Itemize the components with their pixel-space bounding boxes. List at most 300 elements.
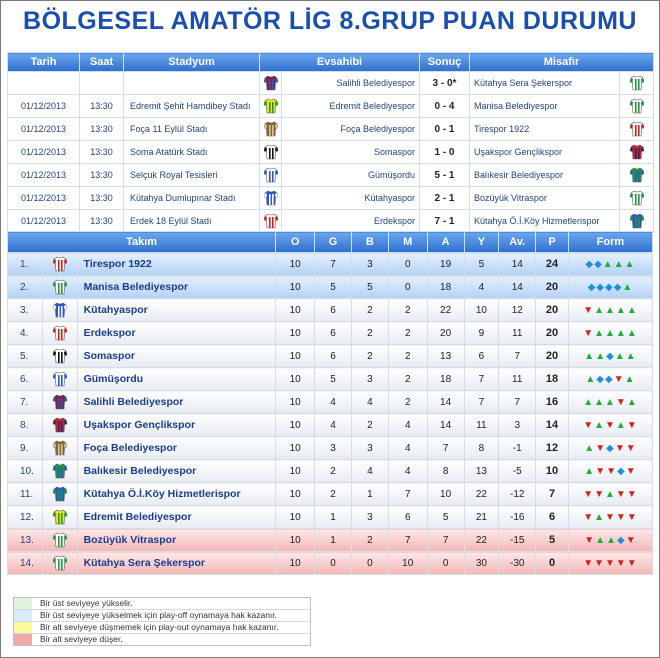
form-draw-icon: ◆ (594, 258, 603, 270)
points: 10 (536, 460, 569, 483)
form-loss-icon: ▼ (613, 373, 625, 385)
form-loss-icon: ▼ (595, 442, 607, 454)
team-kit-icon (630, 75, 644, 91)
team-kit-icon (53, 440, 67, 456)
fixture-date: 01/12/2013 (8, 164, 80, 187)
played: 10 (276, 253, 315, 276)
form-draw-icon: ◆ (587, 281, 597, 293)
team-name[interactable]: Salihli Belediyespor (77, 391, 276, 414)
team-name[interactable]: Uşakspor Gençlikspor (77, 414, 276, 437)
header-team: Takım (8, 232, 276, 253)
fixture-home-team[interactable]: Foça Belediyespor (282, 118, 420, 141)
form-loss-icon: ▼ (583, 304, 595, 316)
home-kit-cell (260, 210, 282, 233)
form-loss-icon: ▼ (605, 557, 616, 569)
goals-against: 11 (464, 414, 499, 437)
points: 20 (536, 322, 569, 345)
form-loss-icon: ▼ (626, 419, 638, 431)
points: 20 (536, 276, 569, 299)
fixture-date: 01/12/2013 (8, 187, 80, 210)
team-kit-icon (53, 325, 67, 341)
won: 6 (315, 299, 352, 322)
team-kit-cell (42, 460, 77, 483)
form-win-icon: ▲ (583, 396, 595, 408)
fixture-home-team[interactable]: Erdekspor (282, 210, 420, 233)
form-loss-icon: ▼ (626, 488, 638, 500)
form-loss-icon: ▼ (626, 557, 638, 569)
team-kit-icon (53, 302, 67, 318)
team-kit-cell (42, 437, 77, 460)
team-rank: 2. (8, 276, 43, 299)
legend (13, 597, 311, 646)
away-kit-cell (620, 210, 654, 233)
form-draw-icon: ◆ (605, 281, 614, 293)
form-win-icon: ▲ (605, 488, 616, 500)
team-kit-icon (630, 144, 644, 160)
goals-for: 14 (427, 391, 464, 414)
won: 6 (315, 322, 352, 345)
goals-for: 19 (427, 253, 464, 276)
form-draw-icon: ◆ (606, 350, 615, 362)
team-kit-icon (53, 532, 67, 548)
fixture-away-team[interactable]: Tirespor 1922 (470, 118, 620, 141)
played: 10 (276, 414, 315, 437)
header-goal-diff: Av. (499, 232, 536, 253)
goals-for: 7 (427, 529, 464, 552)
played: 10 (276, 322, 315, 345)
form-win-icon: ▲ (605, 304, 616, 316)
fixture-time: 13:30 (80, 187, 124, 210)
played: 10 (276, 391, 315, 414)
fixture-home-team[interactable]: Somaspor (282, 141, 420, 164)
team-kit-icon (264, 98, 278, 114)
form-loss-icon: ▼ (595, 465, 607, 477)
team-name[interactable]: Kütahya Ö.İ.Köy Hizmetlerispor (77, 483, 276, 506)
team-kit-icon (53, 417, 67, 433)
form-cell (568, 506, 652, 529)
form-win-icon: ▲ (625, 350, 637, 362)
team-name[interactable]: Tirespor 1922 (77, 253, 276, 276)
form-loss-icon: ▼ (614, 442, 626, 454)
standings-row (8, 322, 653, 345)
form-cell (568, 483, 652, 506)
form-win-icon: ▲ (622, 281, 634, 293)
team-name[interactable]: Gümüşordu (77, 368, 276, 391)
form-cell (568, 391, 652, 414)
won: 2 (315, 483, 352, 506)
goal-diff: -15 (499, 529, 536, 552)
header-lost: M (388, 232, 427, 253)
fixture-away-team[interactable]: Bozüyük Vitraspor (470, 187, 620, 210)
fixture-row (8, 187, 654, 210)
goal-diff: -30 (499, 552, 536, 575)
lost: 4 (388, 437, 427, 460)
team-kit-cell (42, 552, 77, 575)
form-cell (568, 253, 652, 276)
goals-against: 7 (464, 391, 499, 414)
team-kit-cell (42, 368, 77, 391)
goals-for: 18 (427, 368, 464, 391)
standings-row (8, 253, 653, 276)
drawn: 3 (351, 368, 388, 391)
goals-for: 14 (427, 414, 464, 437)
won: 4 (315, 414, 352, 437)
form-win-icon: ▲ (605, 327, 616, 339)
form-cell (568, 345, 652, 368)
header-form: Form (568, 232, 652, 253)
standings-row (8, 345, 653, 368)
fixture-stadium: Selçuk Royal Tesisleri (124, 164, 260, 187)
form-cell (568, 414, 652, 437)
goals-against: 30 (464, 552, 499, 575)
header-home: Evsahibi (260, 53, 420, 72)
fixture-time: 13:30 (80, 210, 124, 233)
team-kit-icon (264, 75, 278, 91)
form-win-icon: ▲ (615, 304, 627, 316)
form-cell (568, 552, 652, 575)
played: 10 (276, 506, 315, 529)
team-rank: 3. (8, 299, 43, 322)
form-win-icon: ▲ (594, 419, 605, 431)
team-kit-cell (42, 322, 77, 345)
goal-diff: 7 (499, 391, 536, 414)
team-rank: 8. (8, 414, 43, 437)
fixtures-header (8, 53, 654, 72)
form-draw-icon: ◆ (617, 534, 626, 546)
fixture-stadium: Soma Atatürk Stadı (124, 141, 260, 164)
points: 12 (536, 437, 569, 460)
form-win-icon: ▲ (614, 350, 626, 362)
goals-against: 10 (464, 299, 499, 322)
form-win-icon: ▲ (594, 511, 605, 523)
lost: 7 (388, 483, 427, 506)
form-loss-icon: ▼ (583, 488, 595, 500)
team-rank: 13. (8, 529, 43, 552)
team-rank: 6. (8, 368, 43, 391)
form-win-icon: ▲ (626, 304, 638, 316)
goals-for: 10 (427, 483, 464, 506)
form-win-icon: ▲ (606, 534, 618, 546)
team-name[interactable]: Somaspor (77, 345, 276, 368)
team-name[interactable]: Erdekspor (77, 322, 276, 345)
form-loss-icon: ▼ (615, 511, 627, 523)
form-win-icon: ▲ (595, 534, 607, 546)
header-stadium: Stadyum (124, 53, 260, 72)
form-loss-icon: ▼ (615, 396, 627, 408)
played: 10 (276, 345, 315, 368)
fixture-away-team[interactable]: Uşakspor Gençlikspor (470, 141, 620, 164)
fixture-score: 0 - 1 (420, 118, 470, 141)
played: 10 (276, 299, 315, 322)
form-win-icon: ▲ (624, 258, 636, 270)
goals-for: 20 (427, 322, 464, 345)
legend-relegation: Bir alt seviyeye düşer. (14, 633, 310, 645)
form-draw-icon: ◆ (596, 281, 605, 293)
goal-diff: -1 (499, 437, 536, 460)
played: 10 (276, 529, 315, 552)
won: 0 (315, 552, 352, 575)
goal-diff: 14 (499, 253, 536, 276)
team-kit-icon (53, 486, 67, 502)
goals-for: 18 (427, 276, 464, 299)
team-kit-cell (42, 506, 77, 529)
form-win-icon: ▲ (585, 373, 597, 385)
team-kit-icon (264, 190, 278, 206)
goals-against: 8 (464, 437, 499, 460)
fixture-time: 13:30 (80, 141, 124, 164)
points: 16 (536, 391, 569, 414)
away-kit-cell (620, 141, 654, 164)
form-win-icon: ▲ (594, 327, 605, 339)
team-kit-icon (630, 98, 644, 114)
fixture-away-team[interactable]: Kütahya Ö.İ.Köy Hizmetlerispor (470, 210, 620, 233)
played: 10 (276, 483, 315, 506)
goals-for: 22 (427, 299, 464, 322)
away-kit-cell (620, 95, 654, 118)
standings-row (8, 276, 653, 299)
legend-playout: Bir alt seviyeye düşmemek için play-out oynamaya hak kazanır. (14, 621, 310, 633)
goals-against: 13 (464, 460, 499, 483)
goals-against: 6 (464, 345, 499, 368)
fixture-away-team[interactable]: Balıkesir Belediyespor (470, 164, 620, 187)
won: 7 (315, 253, 352, 276)
goal-diff: 11 (499, 368, 536, 391)
drawn: 2 (351, 299, 388, 322)
lost: 2 (388, 345, 427, 368)
goals-for: 0 (427, 552, 464, 575)
points: 20 (536, 299, 569, 322)
goals-against: 22 (464, 529, 499, 552)
team-name[interactable]: Kütahya Sera Şekerspor (77, 552, 276, 575)
form-win-icon: ▲ (626, 327, 638, 339)
form-loss-icon: ▼ (615, 557, 627, 569)
form-loss-icon: ▼ (594, 557, 605, 569)
form-loss-icon: ▼ (583, 511, 595, 523)
team-rank: 1. (8, 253, 43, 276)
goal-diff: 7 (499, 345, 536, 368)
team-name[interactable]: Kütahyaspor (77, 299, 276, 322)
fixture-time (80, 72, 124, 95)
team-kit-icon (53, 279, 67, 295)
form-win-icon: ▲ (584, 465, 596, 477)
fixture-date: 01/12/2013 (8, 210, 80, 233)
goals-for: 7 (427, 437, 464, 460)
fixture-row (8, 95, 654, 118)
won: 5 (315, 368, 352, 391)
home-kit-cell (260, 164, 282, 187)
form-loss-icon: ▼ (583, 327, 595, 339)
goals-against: 21 (464, 506, 499, 529)
standings-row (8, 529, 653, 552)
form-win-icon: ▲ (594, 304, 605, 316)
legend-playoff: Bir üst seviyeye yükselmek için play-off oynamaya hak kazanır. (14, 609, 310, 621)
fixture-row (8, 210, 654, 233)
fixture-date: 01/12/2013 (8, 95, 80, 118)
team-kit-cell (42, 391, 77, 414)
header-points: P (536, 232, 569, 253)
won: 2 (315, 460, 352, 483)
team-kit-icon (53, 371, 67, 387)
team-rank: 10. (8, 460, 43, 483)
fixture-home-team[interactable]: Salihli Belediyespor (282, 72, 420, 95)
won: 6 (315, 345, 352, 368)
team-name[interactable]: Edremit Belediyespor (77, 506, 276, 529)
form-draw-icon: ◆ (606, 442, 615, 454)
points: 20 (536, 345, 569, 368)
drawn: 4 (351, 391, 388, 414)
team-name[interactable]: Foça Belediyespor (77, 437, 276, 460)
goal-diff: 3 (499, 414, 536, 437)
team-name[interactable]: Balıkesir Belediyespor (77, 460, 276, 483)
form-cell (568, 437, 652, 460)
form-win-icon: ▲ (595, 350, 607, 362)
won: 1 (315, 529, 352, 552)
team-kit-cell (42, 253, 77, 276)
header-won: G (315, 232, 352, 253)
form-loss-icon: ▼ (605, 419, 616, 431)
header-goals-against: Y (464, 232, 499, 253)
goal-diff: -12 (499, 483, 536, 506)
team-kit-icon (264, 213, 278, 229)
form-cell (568, 460, 652, 483)
header-played: O (276, 232, 315, 253)
fixture-time: 13:30 (80, 164, 124, 187)
fixture-time: 13:30 (80, 95, 124, 118)
team-kit-cell (42, 345, 77, 368)
drawn: 2 (351, 345, 388, 368)
form-loss-icon: ▼ (626, 511, 638, 523)
played: 10 (276, 437, 315, 460)
form-loss-icon: ▼ (583, 419, 595, 431)
lost: 0 (388, 276, 427, 299)
team-rank: 14. (8, 552, 43, 575)
fixture-away-team[interactable]: Kütahya Sera Şekerspor (470, 72, 620, 95)
form-win-icon: ▲ (626, 396, 638, 408)
team-name[interactable]: Bozüyük Vitraspor (77, 529, 276, 552)
standings-row (8, 552, 653, 575)
fixture-score: 2 - 1 (420, 187, 470, 210)
lost: 4 (388, 414, 427, 437)
team-kit-cell (42, 276, 77, 299)
standings-row (8, 414, 653, 437)
home-kit-cell (260, 118, 282, 141)
form-win-icon: ▲ (594, 396, 605, 408)
team-name[interactable]: Manisa Belediyespor (77, 276, 276, 299)
standings-row (8, 483, 653, 506)
form-loss-icon: ▼ (605, 511, 616, 523)
form-win-icon: ▲ (615, 327, 627, 339)
drawn: 3 (351, 506, 388, 529)
drawn: 2 (351, 414, 388, 437)
team-kit-cell (42, 414, 77, 437)
form-win-icon: ▲ (605, 396, 616, 408)
fixture-home-team[interactable]: Edremit Belediyespor (282, 95, 420, 118)
drawn: 4 (351, 460, 388, 483)
team-rank: 5. (8, 345, 43, 368)
lost: 10 (388, 552, 427, 575)
fixture-score: 1 - 0 (420, 141, 470, 164)
form-win-icon: ▲ (602, 258, 614, 270)
standings-row (8, 299, 653, 322)
fixture-row (8, 118, 654, 141)
away-kit-cell (620, 187, 654, 210)
played: 10 (276, 368, 315, 391)
form-loss-icon: ▼ (584, 534, 596, 546)
form-cell (568, 276, 652, 299)
played: 10 (276, 276, 315, 299)
page-title: BÖLGESEL AMATÖR LİG 8.GRUP PUAN DURUMU (23, 7, 637, 35)
lost: 2 (388, 391, 427, 414)
fixture-home-team[interactable]: Kütahyaspor (282, 187, 420, 210)
form-cell (568, 299, 652, 322)
standings-row (8, 460, 653, 483)
header-date: Tarih (8, 53, 80, 72)
fixture-home-team[interactable]: Gümüşordu (282, 164, 420, 187)
form-loss-icon: ▼ (594, 488, 605, 500)
form-win-icon: ▲ (615, 419, 627, 431)
away-kit-cell (620, 164, 654, 187)
fixture-score: 3 - 0* (420, 72, 470, 95)
form-loss-icon: ▼ (625, 534, 637, 546)
form-draw-icon: ◆ (585, 258, 595, 270)
team-kit-cell (42, 299, 77, 322)
fixture-row (8, 72, 654, 95)
fixture-time: 13:30 (80, 118, 124, 141)
team-kit-icon (53, 256, 67, 272)
drawn: 2 (351, 529, 388, 552)
team-kit-icon (53, 555, 67, 571)
lost: 2 (388, 322, 427, 345)
fixture-score: 7 - 1 (420, 210, 470, 233)
points: 6 (536, 506, 569, 529)
team-kit-icon (630, 121, 644, 137)
fixtures-table (7, 52, 654, 233)
fixture-stadium: Kütahya Dumlupınar Stadı (124, 187, 260, 210)
goal-diff: 14 (499, 276, 536, 299)
fixture-date: 01/12/2013 (8, 141, 80, 164)
lost: 2 (388, 368, 427, 391)
won: 5 (315, 276, 352, 299)
goals-against: 22 (464, 483, 499, 506)
fixture-row (8, 164, 654, 187)
team-kit-cell (42, 529, 77, 552)
points: 14 (536, 414, 569, 437)
goal-diff: -16 (499, 506, 536, 529)
lost: 6 (388, 506, 427, 529)
team-kit-icon (53, 394, 67, 410)
fixture-row (8, 141, 654, 164)
team-kit-icon (53, 348, 67, 364)
team-rank: 11. (8, 483, 43, 506)
won: 1 (315, 506, 352, 529)
home-kit-cell (260, 141, 282, 164)
team-kit-icon (264, 121, 278, 137)
team-kit-icon (630, 190, 644, 206)
standings-table (7, 231, 653, 575)
team-rank: 7. (8, 391, 43, 414)
fixture-away-team[interactable]: Manisa Belediyespor (470, 95, 620, 118)
form-cell (568, 368, 652, 391)
standings-row (8, 437, 653, 460)
team-kit-cell (42, 483, 77, 506)
header-score: Sonuç (420, 53, 470, 72)
lost: 0 (388, 253, 427, 276)
drawn: 0 (351, 552, 388, 575)
standings-row (8, 391, 653, 414)
goals-for: 5 (427, 506, 464, 529)
form-draw-icon: ◆ (617, 465, 626, 477)
goal-diff: 11 (499, 322, 536, 345)
